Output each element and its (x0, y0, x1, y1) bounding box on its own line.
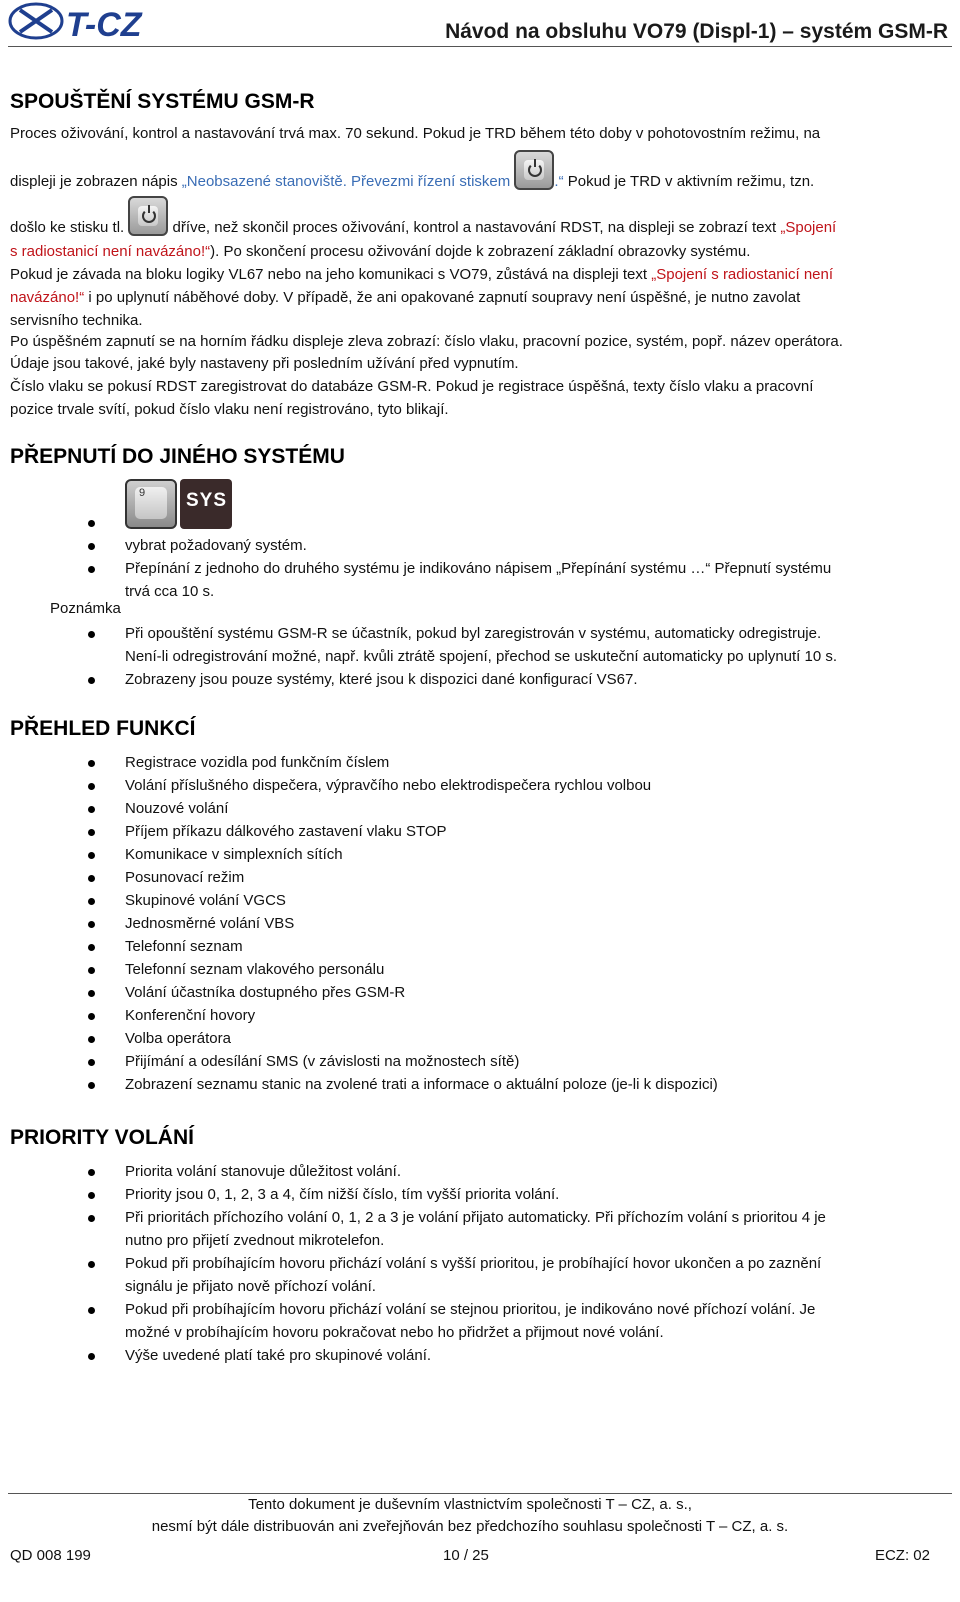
text-span: došlo ke stisku tl. (10, 219, 129, 236)
bullet-icon (88, 1082, 95, 1089)
list-item-text: Volba operátora (125, 1030, 231, 1047)
bullet-icon (88, 806, 95, 813)
tcz-logo (8, 0, 158, 42)
bullet-icon (88, 677, 95, 684)
logo-text: T-CZ (66, 6, 142, 42)
page-header (8, 0, 952, 47)
list-item (0, 668, 950, 691)
bullet-icon (88, 760, 95, 767)
list-item (0, 511, 950, 534)
list-item (0, 866, 950, 889)
list-item-text: Volání příslušného dispečera, výpravčího nebo elektrodispečera rychlou volbou (125, 777, 652, 794)
list-item-text: Zobrazeny jsou pouze systémy, které jsou k dispozici dané konfigurací VS67. (125, 671, 638, 688)
list-item (0, 1004, 950, 1027)
bullet-icon (88, 1192, 95, 1199)
warning-text: „Spojení (780, 219, 837, 236)
text-span: displeji je zobrazen nápis (10, 173, 182, 190)
text-span: ). Po skončení procesu oživování dojde k zobrazení základní obrazovky systému. (210, 243, 751, 260)
key-9-label: 9 (139, 487, 146, 499)
bullet-icon (88, 990, 95, 997)
text-span: dříve, než skončil proces oživování, kontrol a nastavování RDST, na displeji se zobrazí text (168, 219, 781, 236)
bullet-icon (88, 1307, 95, 1314)
list-item (0, 534, 950, 557)
para-line (10, 170, 950, 193)
list-item (0, 912, 950, 935)
bullet-icon (88, 1036, 95, 1043)
list-item-text: Příjem příkazu dálkového zastavení vlaku STOP (125, 823, 447, 840)
list-item-text: Přijímání a odesílání SMS (v závislosti na možnostech sítě) (125, 1053, 520, 1070)
note-label: Poznámka (50, 600, 121, 617)
list-item (0, 889, 950, 912)
list-item-text: Přepínání z jednoho do druhého systému je indikováno nápisem „Přepínání systému …“ Přepnutí systému (125, 560, 832, 577)
list-item (0, 1298, 950, 1344)
list-item-text: Registrace vozidla pod funkčním číslem (125, 754, 390, 771)
list-item-text: Priorita volání stanovuje důležitost volání. (125, 1163, 401, 1180)
list-item (0, 935, 950, 958)
list-item-text: Posunovací režim (125, 869, 245, 886)
list-item (0, 797, 950, 820)
list-item (0, 981, 950, 1004)
bullet-icon (88, 875, 95, 882)
text-span: Pokud je závada na bloku logiky VL67 nebo na jeho komunikaci s VO79, zůstává na displeji text (10, 266, 652, 283)
para-line: Proces oživování, kontrol a nastavování trvá max. 70 sekund. Pokud je TRD během této doby v pohotovostním režimu, na (10, 125, 821, 142)
list-item-text: Pokud při probíhajícím hovoru přichází volání s vyšší prioritou, je probíhající hovor ukončen a po zaznění (125, 1255, 822, 1272)
bullet-icon (88, 1261, 95, 1268)
section-heading-switch-system: PŘEPNUTÍ DO JINÉHO SYSTÉMU (10, 445, 345, 468)
list-item-text: nutno pro přijetí zvednout mikrotelefon. (125, 1232, 385, 1249)
para-line: servisního technika. (10, 312, 143, 329)
bullet-icon (88, 543, 95, 550)
bullet-icon (88, 967, 95, 974)
para-line: Po úspěšném zapnutí se na horním řádku displeje zleva zobrazí: číslo vlaku, pracovní pozice, systém, popř. název operátora. (10, 333, 843, 350)
list-item (0, 1252, 950, 1298)
list-item-text: Není-li odregistrování možné, např. kvůli ztrátě spojení, přechod se uskuteční automaticky po uplynutí 10 s. (125, 648, 838, 665)
switch-steps-list (0, 511, 950, 603)
functions-list (0, 751, 950, 1096)
bullet-icon (88, 566, 95, 573)
list-item (0, 557, 950, 603)
list-item-text: Výše uvedené platí také pro skupinové volání. (125, 1347, 432, 1364)
warning-text: „Spojení s radiostanicí není (651, 266, 834, 283)
list-item-text: signálu je přijato nově příchozí volání. (125, 1278, 376, 1295)
list-item-text: vybrat požadovaný systém. (125, 537, 307, 554)
list-item-text: Při prioritách příchozího volání 0, 1, 2 a 3 je volání přijato automaticky. Při příchozím volání s prioritou 4 je (125, 1209, 826, 1226)
list-item-text: Konferenční hovory (125, 1007, 256, 1024)
quoted-display-text: „Neobsazené stanoviště. Převezmi řízení stiskem (181, 173, 515, 190)
para-line (10, 263, 950, 286)
bullet-icon (88, 852, 95, 859)
section-heading-priorities: PRIORITY VOLÁNÍ (10, 1126, 194, 1149)
para-line (10, 216, 950, 239)
list-item-text: Jednosměrné volání VBS (125, 915, 295, 932)
section-heading-startup: SPOUŠTĚNÍ SYSTÉMU GSM-R (10, 90, 315, 113)
list-item-text: Skupinové volání VGCS (125, 892, 286, 909)
bullet-icon (88, 1353, 95, 1360)
list-item-text: Komunikace v simplexních sítích (125, 846, 343, 863)
bullet-icon (88, 1169, 95, 1176)
bullet-icon (88, 1013, 95, 1020)
power-key-icon (514, 150, 554, 190)
para-line: pozice trvale svítí, pokud číslo vlaku není registrováno, tyto blikají. (10, 401, 449, 418)
list-item-text: Zobrazení seznamu stanic na zvolené trati a informace o aktuální poloze (je-li k dispozici) (125, 1076, 718, 1093)
list-item (0, 1344, 950, 1367)
list-item-text: trvá cca 10 s. (125, 583, 215, 600)
bullet-icon (88, 631, 95, 638)
list-item-text: Priority jsou 0, 1, 2, 3 a 4, čím nižší číslo, tím vyšší priorita volání. (125, 1186, 560, 1203)
para-line: Údaje jsou takové, jaké byly nastaveny při posledním užívání před vypnutím. (10, 355, 519, 372)
section-heading-functions: PŘEHLED FUNKCÍ (10, 717, 196, 740)
list-item (0, 843, 950, 866)
list-item (0, 1027, 950, 1050)
footer-copyright-line1: Tento dokument je duševním vlastnictvím společnosti T – CZ, a. s., (248, 1496, 692, 1513)
list-item (0, 958, 950, 981)
footer-doc-id: QD 008 199 (10, 1547, 91, 1564)
bullet-icon (88, 783, 95, 790)
text-span: Pokud je TRD v aktivním režimu, tzn. (563, 173, 815, 190)
list-item (0, 1073, 950, 1096)
list-item (0, 1050, 950, 1073)
list-item (0, 1183, 950, 1206)
list-item (0, 622, 950, 668)
document-title: Návod na obsluhu VO79 (Displ-1) – systém GSM-R (445, 20, 948, 43)
sys-key-label: SYS (186, 490, 228, 511)
bullet-icon (88, 921, 95, 928)
footer-page-number: 10 / 25 (443, 1547, 489, 1564)
list-item-text: Při opouštění systému GSM-R se účastník, pokud byl zaregistrován v systému, automaticky odregistruje. (125, 625, 822, 642)
list-item (0, 774, 950, 797)
bullet-icon (88, 898, 95, 905)
bullet-icon (88, 1215, 95, 1222)
list-item (0, 1206, 950, 1252)
priorities-list (0, 1160, 950, 1367)
list-item (0, 1160, 950, 1183)
list-item-text: Nouzové volání (125, 800, 229, 817)
footer-divider (8, 1493, 952, 1494)
power-key-icon (128, 196, 168, 236)
bullet-icon (88, 1059, 95, 1066)
warning-text: s radiostanicí není navázáno!“ (10, 243, 211, 260)
footer-ecz: ECZ: 02 (874, 1547, 930, 1564)
bullet-icon (88, 829, 95, 836)
bullet-icon (88, 520, 95, 527)
bullet-icon (88, 944, 95, 951)
list-item (0, 751, 950, 774)
para-line (10, 286, 950, 309)
list-item-text: Pokud při probíhajícím hovoru přichází volání se stejnou prioritou, je indikováno nové příchozí volání. Je (125, 1301, 816, 1318)
text-span: i po uplynutí náběhové doby. V případě, že ani opakované zapnutí soupravy není úspěšné, je nutno zavolat (84, 289, 801, 306)
para-line: Číslo vlaku se pokusí RDST zaregistrovat do databáze GSM-R. Pokud je registrace úspěšná, texty číslo vlaku a pracovní (10, 378, 814, 395)
quoted-display-text-end: .“ (554, 173, 564, 190)
list-item-text: Telefonní seznam (125, 938, 243, 955)
list-item-text: Telefonní seznam vlakového personálu (125, 961, 385, 978)
para-line (10, 240, 950, 263)
list-item (0, 820, 950, 843)
footer-copyright-line2: nesmí být dále distribuován ani zveřejňován bez předchozího souhlasu společnosti T – CZ, a. s. (151, 1518, 789, 1535)
warning-text: navázáno!“ (10, 289, 85, 306)
note-list (0, 622, 950, 691)
list-item-text: možné v probíhajícím hovoru pokračovat nebo ho přidržet a přijmout nové volání. (125, 1324, 664, 1341)
list-item-text: Volání účastníka dostupného přes GSM-R (125, 984, 406, 1001)
